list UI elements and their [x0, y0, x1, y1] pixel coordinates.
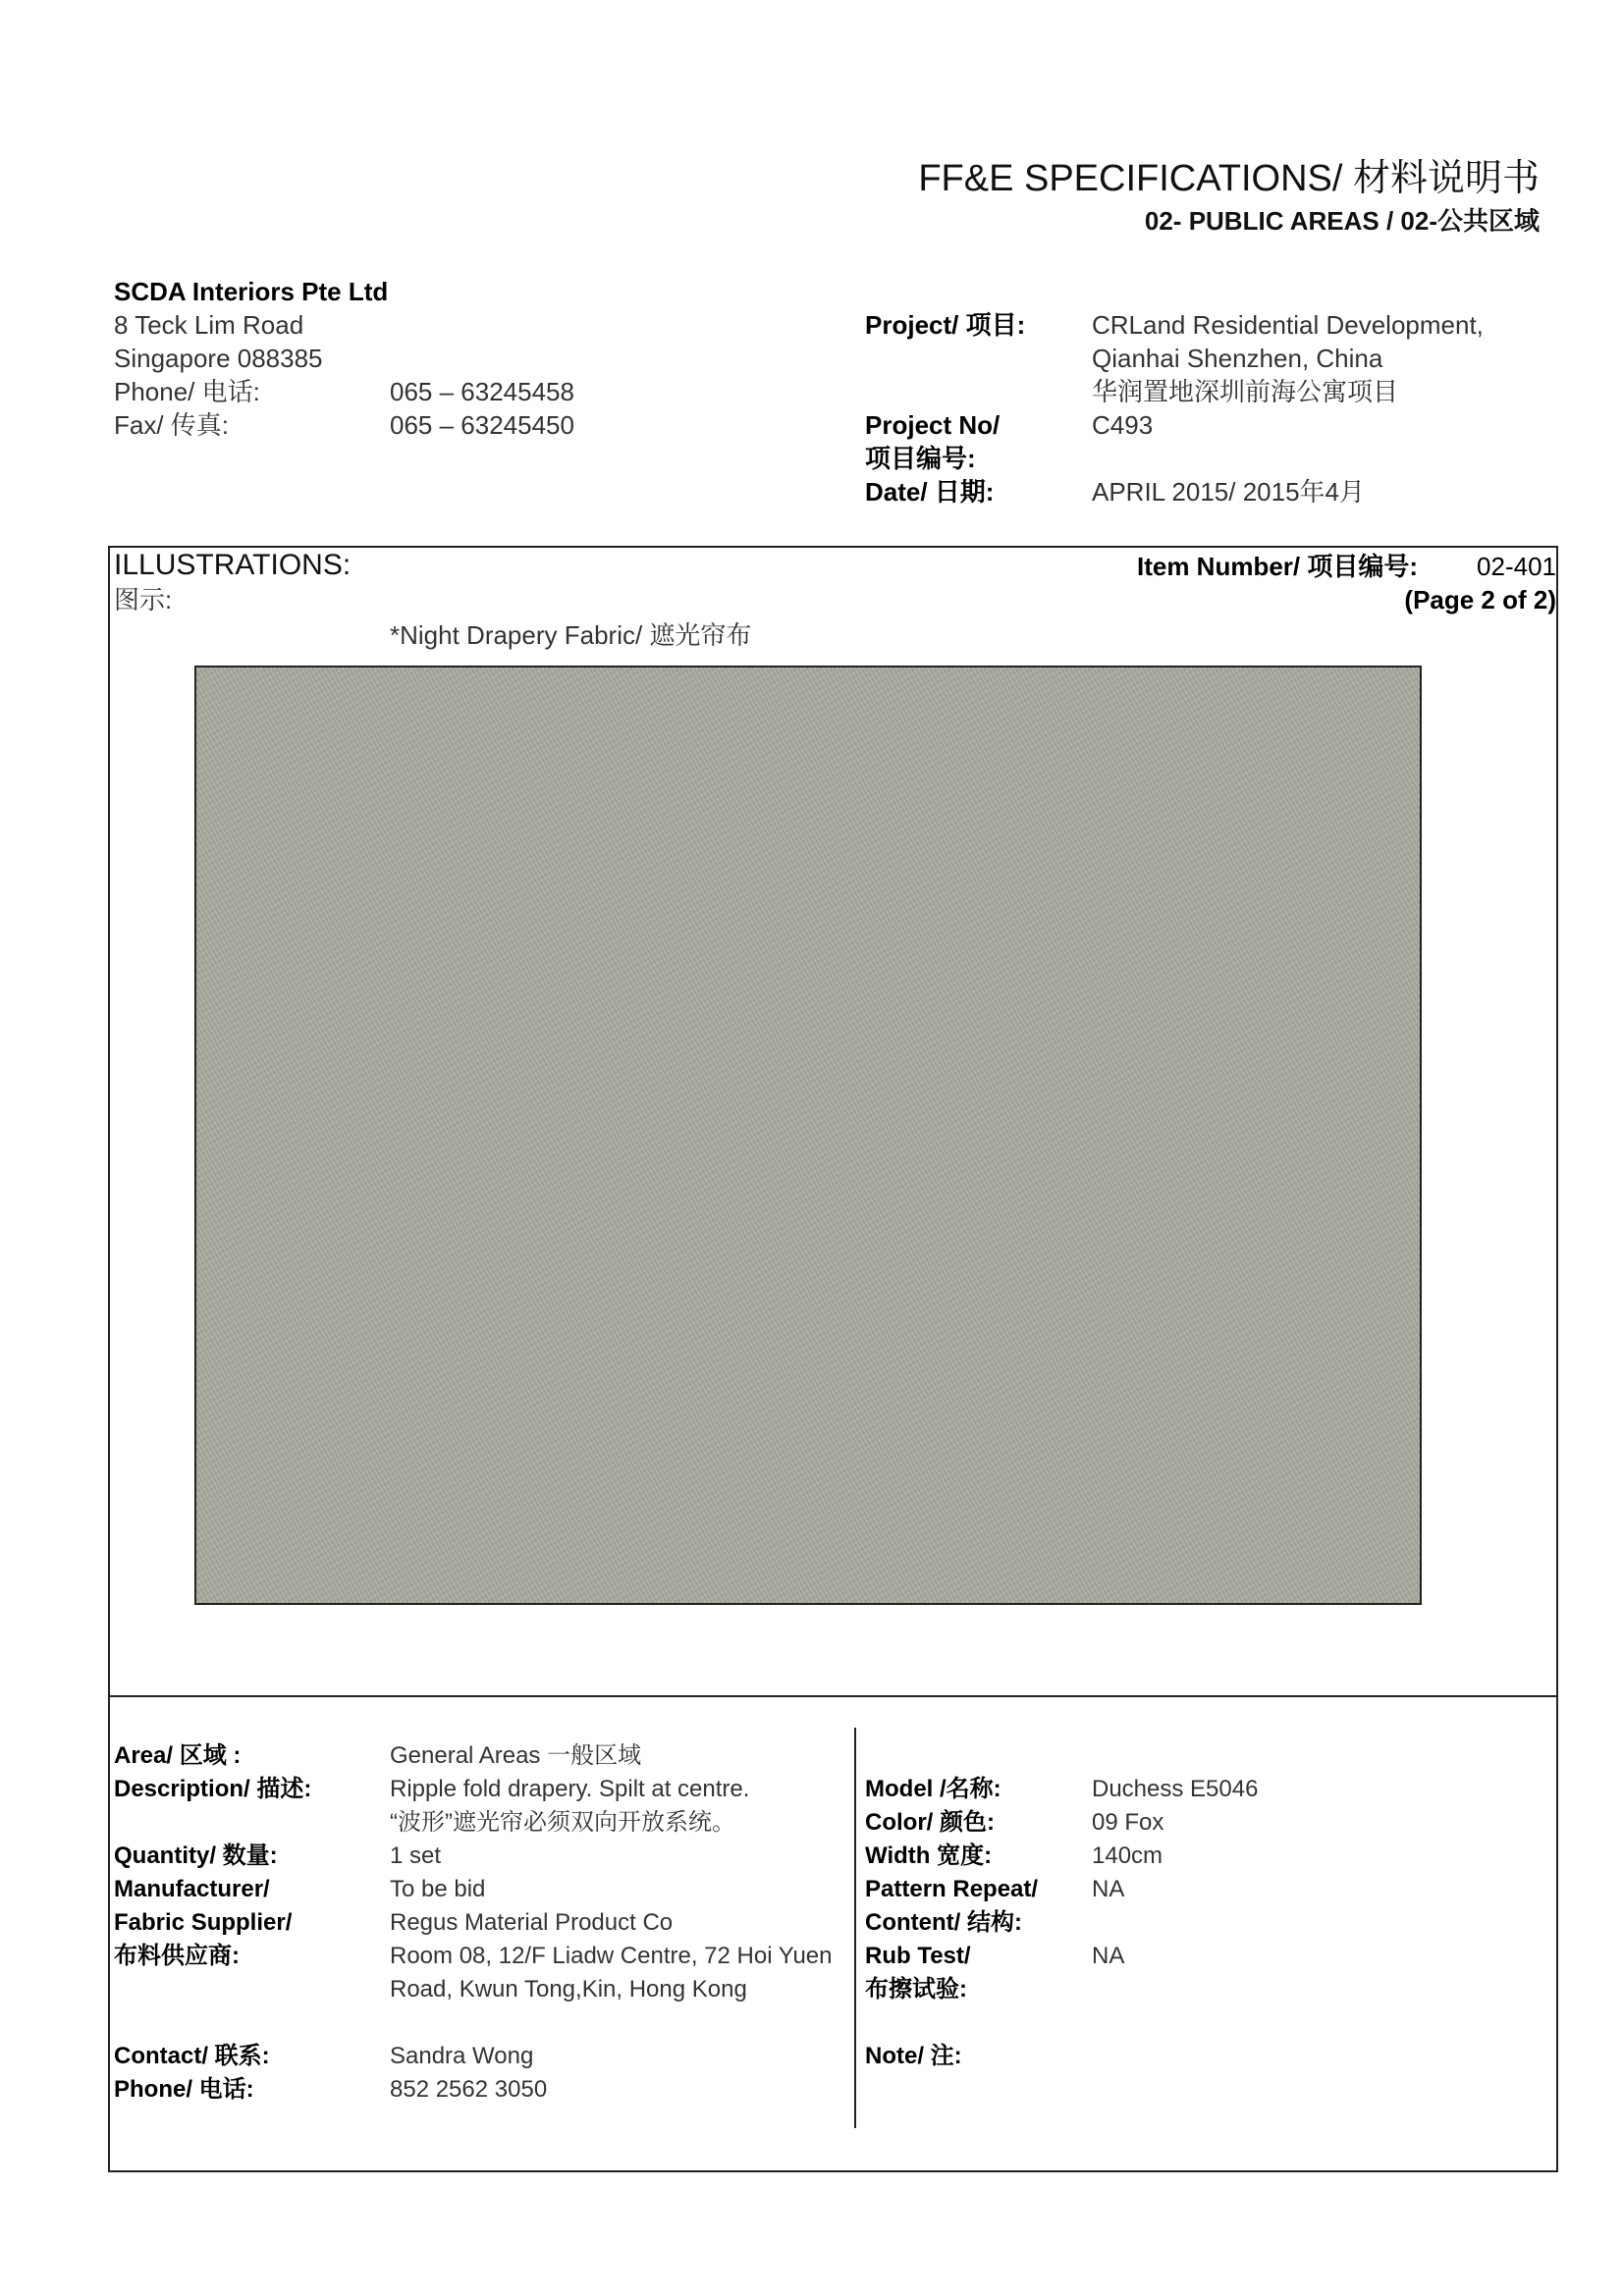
pattern-repeat-label: Pattern Repeat/: [865, 1876, 1039, 1902]
item-number-value: 02-401: [1477, 552, 1556, 581]
document-subtitle: 02- PUBLIC AREAS / 02-公共区域: [1144, 206, 1540, 236]
column-divider: [854, 1728, 856, 2128]
company-fax-value: 065 – 63245450: [390, 410, 574, 440]
company-phone-value: 065 – 63245458: [390, 377, 574, 406]
illustrations-heading: ILLUSTRATIONS:: [114, 549, 352, 581]
project-name-line3: 华润置地深圳前海公寓项目: [1092, 377, 1399, 406]
company-address-line1: 8 Teck Lim Road: [114, 310, 304, 340]
manufacturer-value: To be bid: [390, 1876, 486, 1902]
contact-value: Sandra Wong: [390, 2043, 534, 2069]
swatch-caption: *Night Drapery Fabric/ 遮光帘布: [390, 620, 752, 650]
width-label: Width 宽度:: [865, 1842, 993, 1869]
description-line1: Ripple fold drapery. Spilt at centre.: [390, 1776, 750, 1802]
manufacturer-label: Manufacturer/: [114, 1876, 270, 1902]
document-title: FF&E SPECIFICATIONS/ 材料说明书: [918, 158, 1540, 199]
rub-test-label-cn: 布擦试验:: [865, 1976, 967, 2002]
quantity-label: Quantity/ 数量:: [114, 1842, 278, 1869]
project-number-label-cn: 项目编号:: [865, 444, 976, 473]
description-line2: “波形”遮光帘必须双向开放系统。: [390, 1809, 735, 1836]
company-name: SCDA Interiors Pte Ltd: [114, 277, 389, 306]
area-label: Area/ 区域 :: [114, 1742, 242, 1769]
project-label: Project/ 项目:: [865, 310, 1026, 340]
date-label: Date/ 日期:: [865, 477, 995, 507]
width-value: 140cm: [1092, 1842, 1163, 1869]
item-number-label: Item Number/ 项目编号:: [1137, 552, 1419, 581]
project-name-line1: CRLand Residential Development,: [1092, 310, 1484, 340]
project-number-value: C493: [1092, 410, 1154, 440]
color-label: Color/ 颜色:: [865, 1809, 995, 1836]
company-phone-label: Phone/ 电话:: [114, 377, 260, 406]
company-fax-label: Fax/ 传真:: [114, 410, 230, 440]
project-name-line2: Qianhai Shenzhen, China: [1092, 344, 1383, 373]
area-value: General Areas 一般区域: [390, 1742, 642, 1769]
supplier-address-line1: Room 08, 12/F Liadw Centre, 72 Hoi Yuen: [390, 1943, 833, 1969]
supplier-label: Fabric Supplier/: [114, 1909, 293, 1936]
supplier-name: Regus Material Product Co: [390, 1909, 674, 1936]
color-value: 09 Fox: [1092, 1809, 1164, 1836]
model-label: Model /名称:: [865, 1776, 1001, 1802]
rub-test-label: Rub Test/: [865, 1943, 971, 1969]
rub-test-value: NA: [1092, 1943, 1125, 1969]
section-divider: [108, 1695, 1558, 1697]
fabric-swatch-image: [194, 666, 1422, 1605]
contact-label: Contact/ 联系:: [114, 2043, 270, 2069]
content-label: Content/ 结构:: [865, 1909, 1022, 1936]
contact-phone-value: 852 2562 3050: [390, 2076, 548, 2103]
supplier-address-line2: Road, Kwun Tong,Kin, Hong Kong: [390, 1976, 747, 2002]
description-label: Description/ 描述:: [114, 1776, 312, 1802]
note-label: Note/ 注:: [865, 2043, 962, 2069]
contact-phone-label: Phone/ 电话:: [114, 2076, 254, 2103]
quantity-value: 1 set: [390, 1842, 442, 1869]
illustrations-heading-cn: 图示:: [114, 585, 173, 614]
supplier-label-cn: 布料供应商:: [114, 1943, 240, 1969]
model-value: Duchess E5046: [1092, 1776, 1259, 1802]
project-number-label: Project No/: [865, 410, 1001, 440]
page-indicator: (Page 2 of 2): [1404, 585, 1556, 614]
pattern-repeat-value: NA: [1092, 1876, 1125, 1902]
date-value: APRIL 2015/ 2015年4月: [1092, 477, 1365, 507]
company-address-line2: Singapore 088385: [114, 344, 323, 373]
